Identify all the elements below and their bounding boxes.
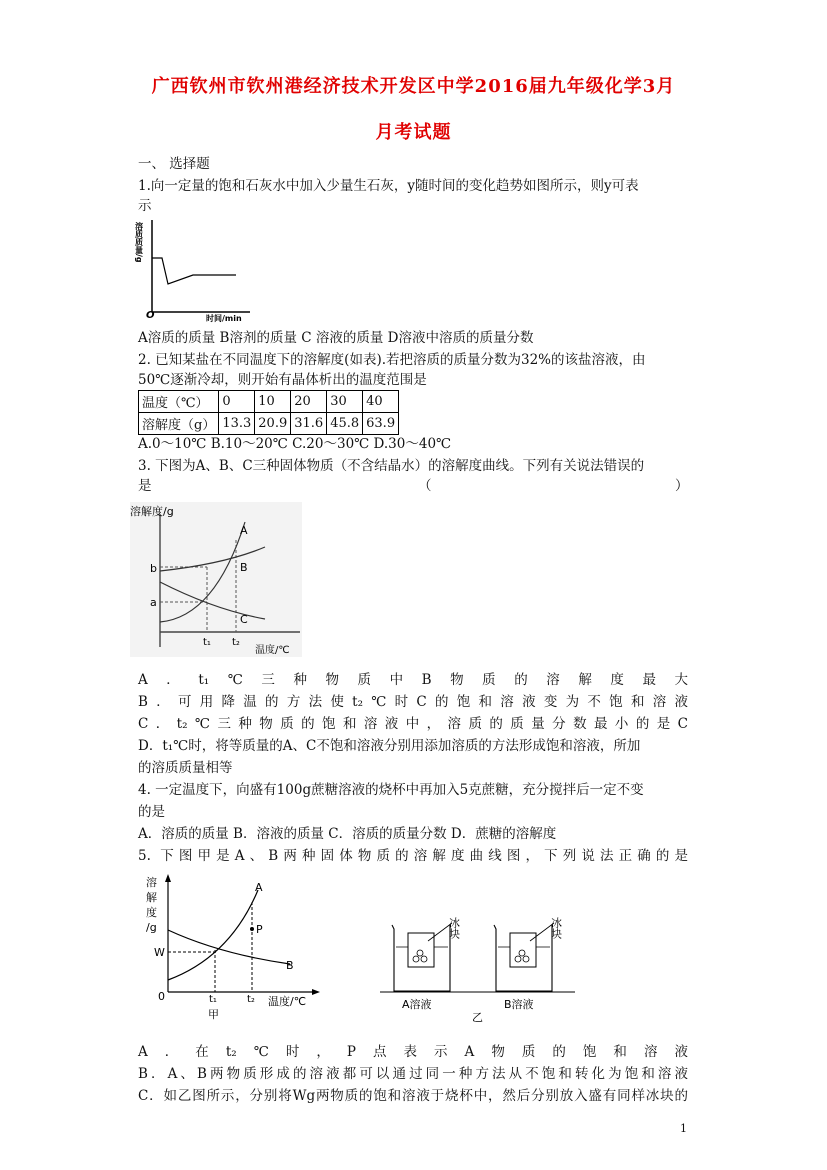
q3-label-A: A	[240, 524, 248, 537]
q1-stem-line2: 示	[138, 198, 152, 214]
table-cell: 13.3	[219, 413, 255, 435]
q3-label-C: C	[240, 613, 248, 626]
table-cell: 温度（℃）	[139, 391, 219, 413]
q3-solubility-graph	[130, 502, 302, 657]
doc-title-line1: 广西钦州市钦州港经济技术开发区中学2016届九年级化学3月	[151, 76, 676, 97]
q5-caption-yi: 乙	[472, 1011, 483, 1024]
q2-stem-line1: 2. 已知某盐在不同温度下的溶解度(如表).若把溶质的质量分数为32%的该盐溶液，由	[138, 352, 646, 368]
table-cell: 10	[255, 391, 291, 413]
q2-stem-line2: 50℃逐渐冷却，则开始有晶体析出的温度范围是	[138, 372, 427, 388]
q5-caption-jia: 甲	[208, 1008, 219, 1021]
q5-ylabel-1: 溶	[146, 876, 157, 889]
q4-stem-line1: 4. 一定温度下，向盛有100g蔗糖溶液的烧杯中再加入5克蔗糖，充分搅拌后一定不变	[138, 782, 644, 798]
table-cell: 40	[363, 391, 399, 413]
q5-label-W: W	[154, 946, 165, 959]
q3-label-b: b	[150, 562, 157, 575]
table-cell: 45.8	[327, 413, 363, 435]
q1-xlabel: 时间/min	[206, 314, 242, 323]
beaker2-label: B溶液	[504, 998, 534, 1011]
q1-graph	[134, 212, 258, 323]
q5-option-C: C．如乙图所示，分别将Wg两物质的饱和溶液于烧杯中，然后分别放入盛有同样冰块的	[138, 1088, 688, 1104]
q3-ylabel: 溶解度/g	[130, 505, 174, 518]
q3-stem-line2: 是	[138, 478, 152, 494]
q1-stem-line1: 1.向一定量的饱和石灰水中加入少量生石灰，y随时间的变化趋势如图所示，则y可表	[138, 178, 639, 194]
q5-option-B: B．A、B两物质形成的溶液都可以通过同一种方法从不饱和转化为饱和溶液	[138, 1066, 688, 1082]
beaker1-label: A溶液	[402, 998, 432, 1011]
q3-label-a: a	[150, 596, 157, 609]
q5-graph-jia	[140, 872, 325, 1024]
q3-option-B: B．可用降温的方法使t₂℃时C的饱和溶液变为不饱和溶液	[138, 694, 688, 710]
table-cell: 31.6	[291, 413, 327, 435]
q5-label-A: A	[255, 881, 263, 894]
table-cell: 30	[327, 391, 363, 413]
q5-ylabel-3: 度	[146, 906, 157, 919]
q3-paren-open: （	[418, 478, 432, 494]
q5-option-A: A．在t₂℃时，P点表示A物质的饱和溶液	[138, 1044, 688, 1060]
page-number: 1	[680, 1122, 687, 1135]
section-heading: 一、 选择题	[138, 156, 210, 172]
q3-label-B: B	[240, 561, 248, 574]
q1-ylabel: 溶质质量/g	[134, 222, 144, 263]
table-cell: 0	[219, 391, 255, 413]
q5-ylabel-4: /g	[146, 921, 157, 934]
q5-ylabel-2: 解	[146, 891, 157, 904]
q5-stem-line1: 5. 下图甲是A、B两种固体物质的溶解度曲线图，下列说法正确的是	[138, 848, 688, 864]
q5-label-P: P	[256, 923, 263, 936]
q3-label-t2: t₂	[232, 637, 240, 648]
q5-label-t2: t₂	[247, 994, 255, 1005]
q3-option-D-line2: 的溶质质量相等	[138, 760, 233, 776]
q3-option-C: C．t₂℃三种物质的饱和溶液中，溶质的质量分数最小的是C	[138, 716, 688, 732]
table-cell: 20	[291, 391, 327, 413]
table-cell: 20.9	[255, 413, 291, 435]
q3-label-t1: t₁	[203, 637, 211, 648]
table-cell: 63.9	[363, 413, 399, 435]
q5-xlabel: 温度/℃	[268, 995, 307, 1008]
q3-option-D-line1: D．t₁℃时，将等质量的A、C不饱和溶液分别用添加溶质的方法形成饱和溶液，所加	[138, 738, 641, 754]
q3-xlabel: 温度/℃	[255, 645, 290, 656]
q1-origin: O	[146, 310, 155, 321]
q1-options: A溶质的质量 B溶剂的质量 C 溶液的质量 D溶液中溶质的质量分数	[138, 330, 534, 346]
q3-paren-close: ）	[675, 478, 689, 494]
doc-title-line2: 月考试题	[375, 122, 452, 143]
q5-label-B: B	[286, 959, 294, 972]
q3-option-A: A．t₁℃三种物质中B物质的溶解度最大	[138, 672, 688, 688]
beaker2-ice-label: 冰块	[549, 917, 563, 939]
beaker1-ice-label: 冰块	[447, 917, 461, 939]
table-row	[139, 391, 399, 413]
q4-options: A．溶质的质量 B．溶液的质量 C．溶质的质量分数 D．蔗糖的溶解度	[138, 826, 557, 842]
q5-label-t1: t₁	[209, 994, 217, 1005]
solubility-table	[138, 390, 399, 435]
q5-beakers-yi	[380, 905, 580, 1025]
q5-origin: 0	[158, 990, 165, 1003]
q4-stem-line2: 的是	[138, 804, 165, 820]
q3-stem-line1: 3. 下图为A、B、C三种固体物质（不含结晶水）的溶解度曲线。下列有关说法错误的	[138, 458, 645, 474]
table-cell: 溶解度（g）	[139, 413, 219, 435]
q2-options: A.0～10℃ B.10～20℃ C.20～30℃ D.30～40℃	[138, 436, 452, 452]
